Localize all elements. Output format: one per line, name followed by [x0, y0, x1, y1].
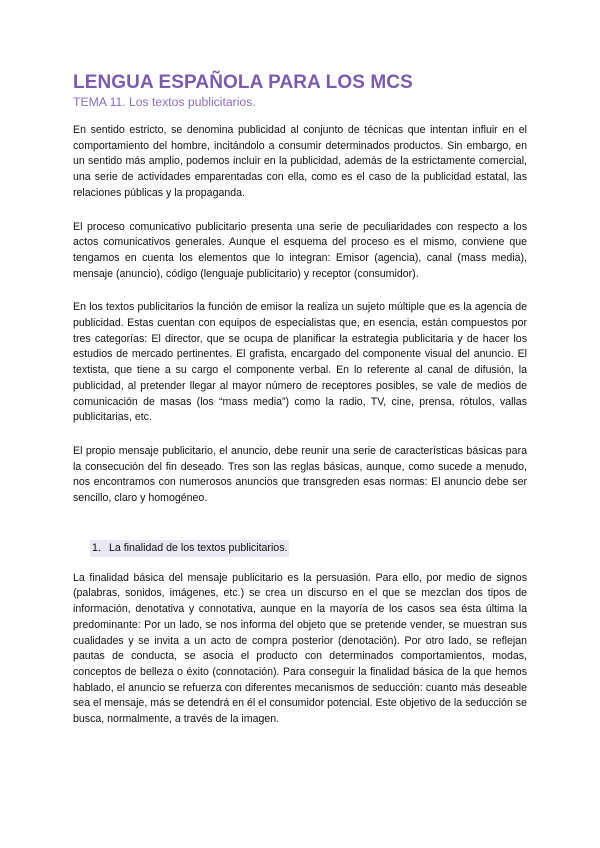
- document-subtitle: TEMA 11. Los textos publicitarios.: [73, 95, 256, 109]
- paragraph-sender: En los textos publicitarios la función de emisor la realiza un sujeto múltiple que es la agencia de publicidad. Estas cuentan con equipos de especialistas que, en esencia, están compuestos por tres categorías: El director, que se ocupa de planificar la estrategia publicitaria y de hacer los estudios de mercado pertinentes. El grafista, encargado del componente visual del anuncio. El textista, que tiene a su cargo el componente verbal. En lo referente al canal de difusión, la publicidad, al pretender llegar al mayor número de receptores posibles, se vale de medios de comunicación de masas (los “mass media”) como la radio, TV, cine, prensa, rótulos, vallas publicitarias, etc.: [73, 301, 527, 424]
- section-heading: [90, 540, 527, 557]
- paragraph-message: El propio mensaje publicitario, el anuncio, debe reunir una serie de características básicas para la consecución del fin deseado. Tres son las reglas básicas, aunque, como sucede a menudo, nos encontramos con numerosos anuncios que transgreden esas normas: El anuncio debe ser sencillo, claro y homogéneo.: [73, 444, 527, 505]
- paragraph-communicative-process: El proceso comunicativo publicitario presenta una serie de peculiaridades con respecto a los actos comunicativos generales. Aunque el esquema del proceso es el mismo, conviene que tengamos en cuenta los elementos que lo integran: Emisor (agencia), canal (mass media), mensaje (anuncio), código (lenguaje publicitario) y receptor (consumidor).: [73, 220, 527, 280]
- document-title: LENGUA ESPAÑOLA PARA LOS MCS: [73, 72, 413, 93]
- section-title: La finalidad de los textos publicitarios.: [109, 541, 288, 554]
- section-number: 1.: [92, 541, 101, 554]
- paragraph-purpose: La finalidad básica del mensaje publicitario es la persuasión. Para ello, por medio de signos (palabras, sonidos, imágenes, etc.) se crea un discurso en el que se mezclan dos tipos de información, denotativa y connotativa, aunque en la mayoría de los casos sea ésta última la predominante: Por un lado, se nos informa del objeto que se pretende vender, se muestran sus cualidades y se invita a un acto de compra posterior (denotación). Por otro lado, se reflejan pautas de conducta, se asocia el producto con determinados comportamientos, modas, conceptos de belleza o éxito (connotación). Para conseguir la finalidad básica de la que hemos hablado, el anuncio se refuerza con diferentes mecanismos de seducción: cuanto más deseable sea el mensaje, más se detendrá en él el consumidor potencial. Este objetivo de la seducción se busca, normalmente, a través de la imagen.: [73, 571, 527, 726]
- paragraph-definition: En sentido estricto, se denomina publicidad al conjunto de técnicas que intentan influir en el comportamiento del hombre, incitándolo a consumir determinados productos. Sin embargo, en un sentido más amplio, podemos incluir en la publicidad, además de la estrictamente comercial, una serie de actividades emparentadas con ella, como es el caso de la publicidad estatal, las relaciones públicas y la propaganda.: [73, 124, 527, 199]
- section-heading-highlight: [90, 540, 289, 557]
